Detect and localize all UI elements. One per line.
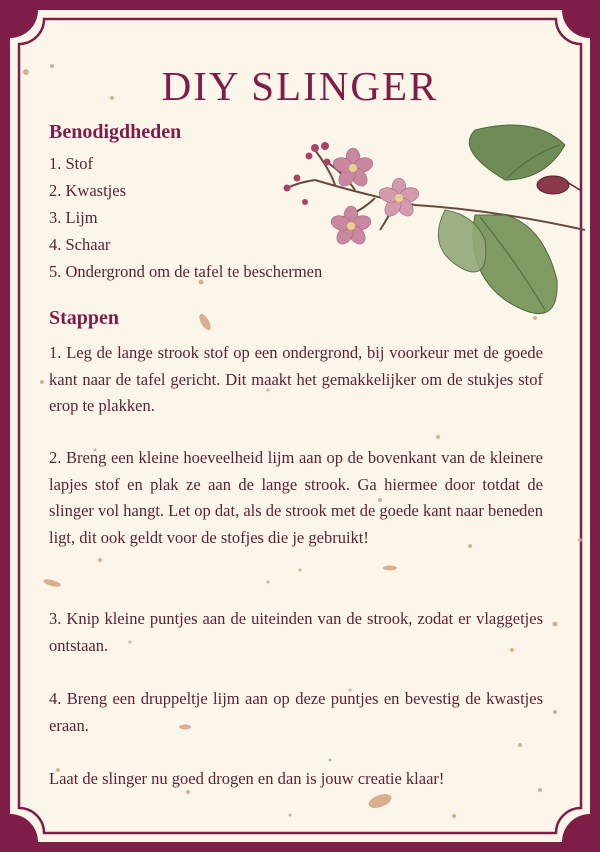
step-paragraph: 2. Breng een kleine hoeveelheid lijm aan op de bovenkant van de kleinere lapjes stof en plak ze aan de lange strook. Ga hiermee door totdat de slinger vol hangt. Let op dat, als de strook met de goede kant naar beneden ligt, dit ook geldt voor de stofjes die je gebruikt! [49,448,543,547]
materials-list [49,150,322,285]
steps-heading: Stappen [49,307,120,329]
step-paragraph: 3. Knip kleine puntjes aan de uiteinden van de strook, zodat er vlaggetjes ontstaan. [49,609,543,655]
closing-paragraph: Laat de slinger nu goed drogen en dan is jouw creatie klaar! [49,769,445,788]
list-item: 3. Lijm [49,208,98,227]
list-item: 2. Kwastjes [49,181,126,200]
step-paragraph: 4. Breng een druppeltje lijm aan op deze puntjes en bevestig de kwastjes eraan. [49,689,543,735]
materials-heading: Benodigdheden [49,121,182,143]
list-item: 1. Stof [49,154,94,173]
step-paragraph: 1. Leg de lange strook stof op een ondergrond, bij voorkeur met de goede kant naar de tafel gericht. Dit maakt het gemakkelijker om de stukjes stof erop te plakken. [49,343,543,415]
list-item: 4. Schaar [49,235,111,254]
list-item: 5. Ondergrond om de tafel te beschermen [49,262,323,281]
page-title: DIY SLINGER [161,63,439,109]
